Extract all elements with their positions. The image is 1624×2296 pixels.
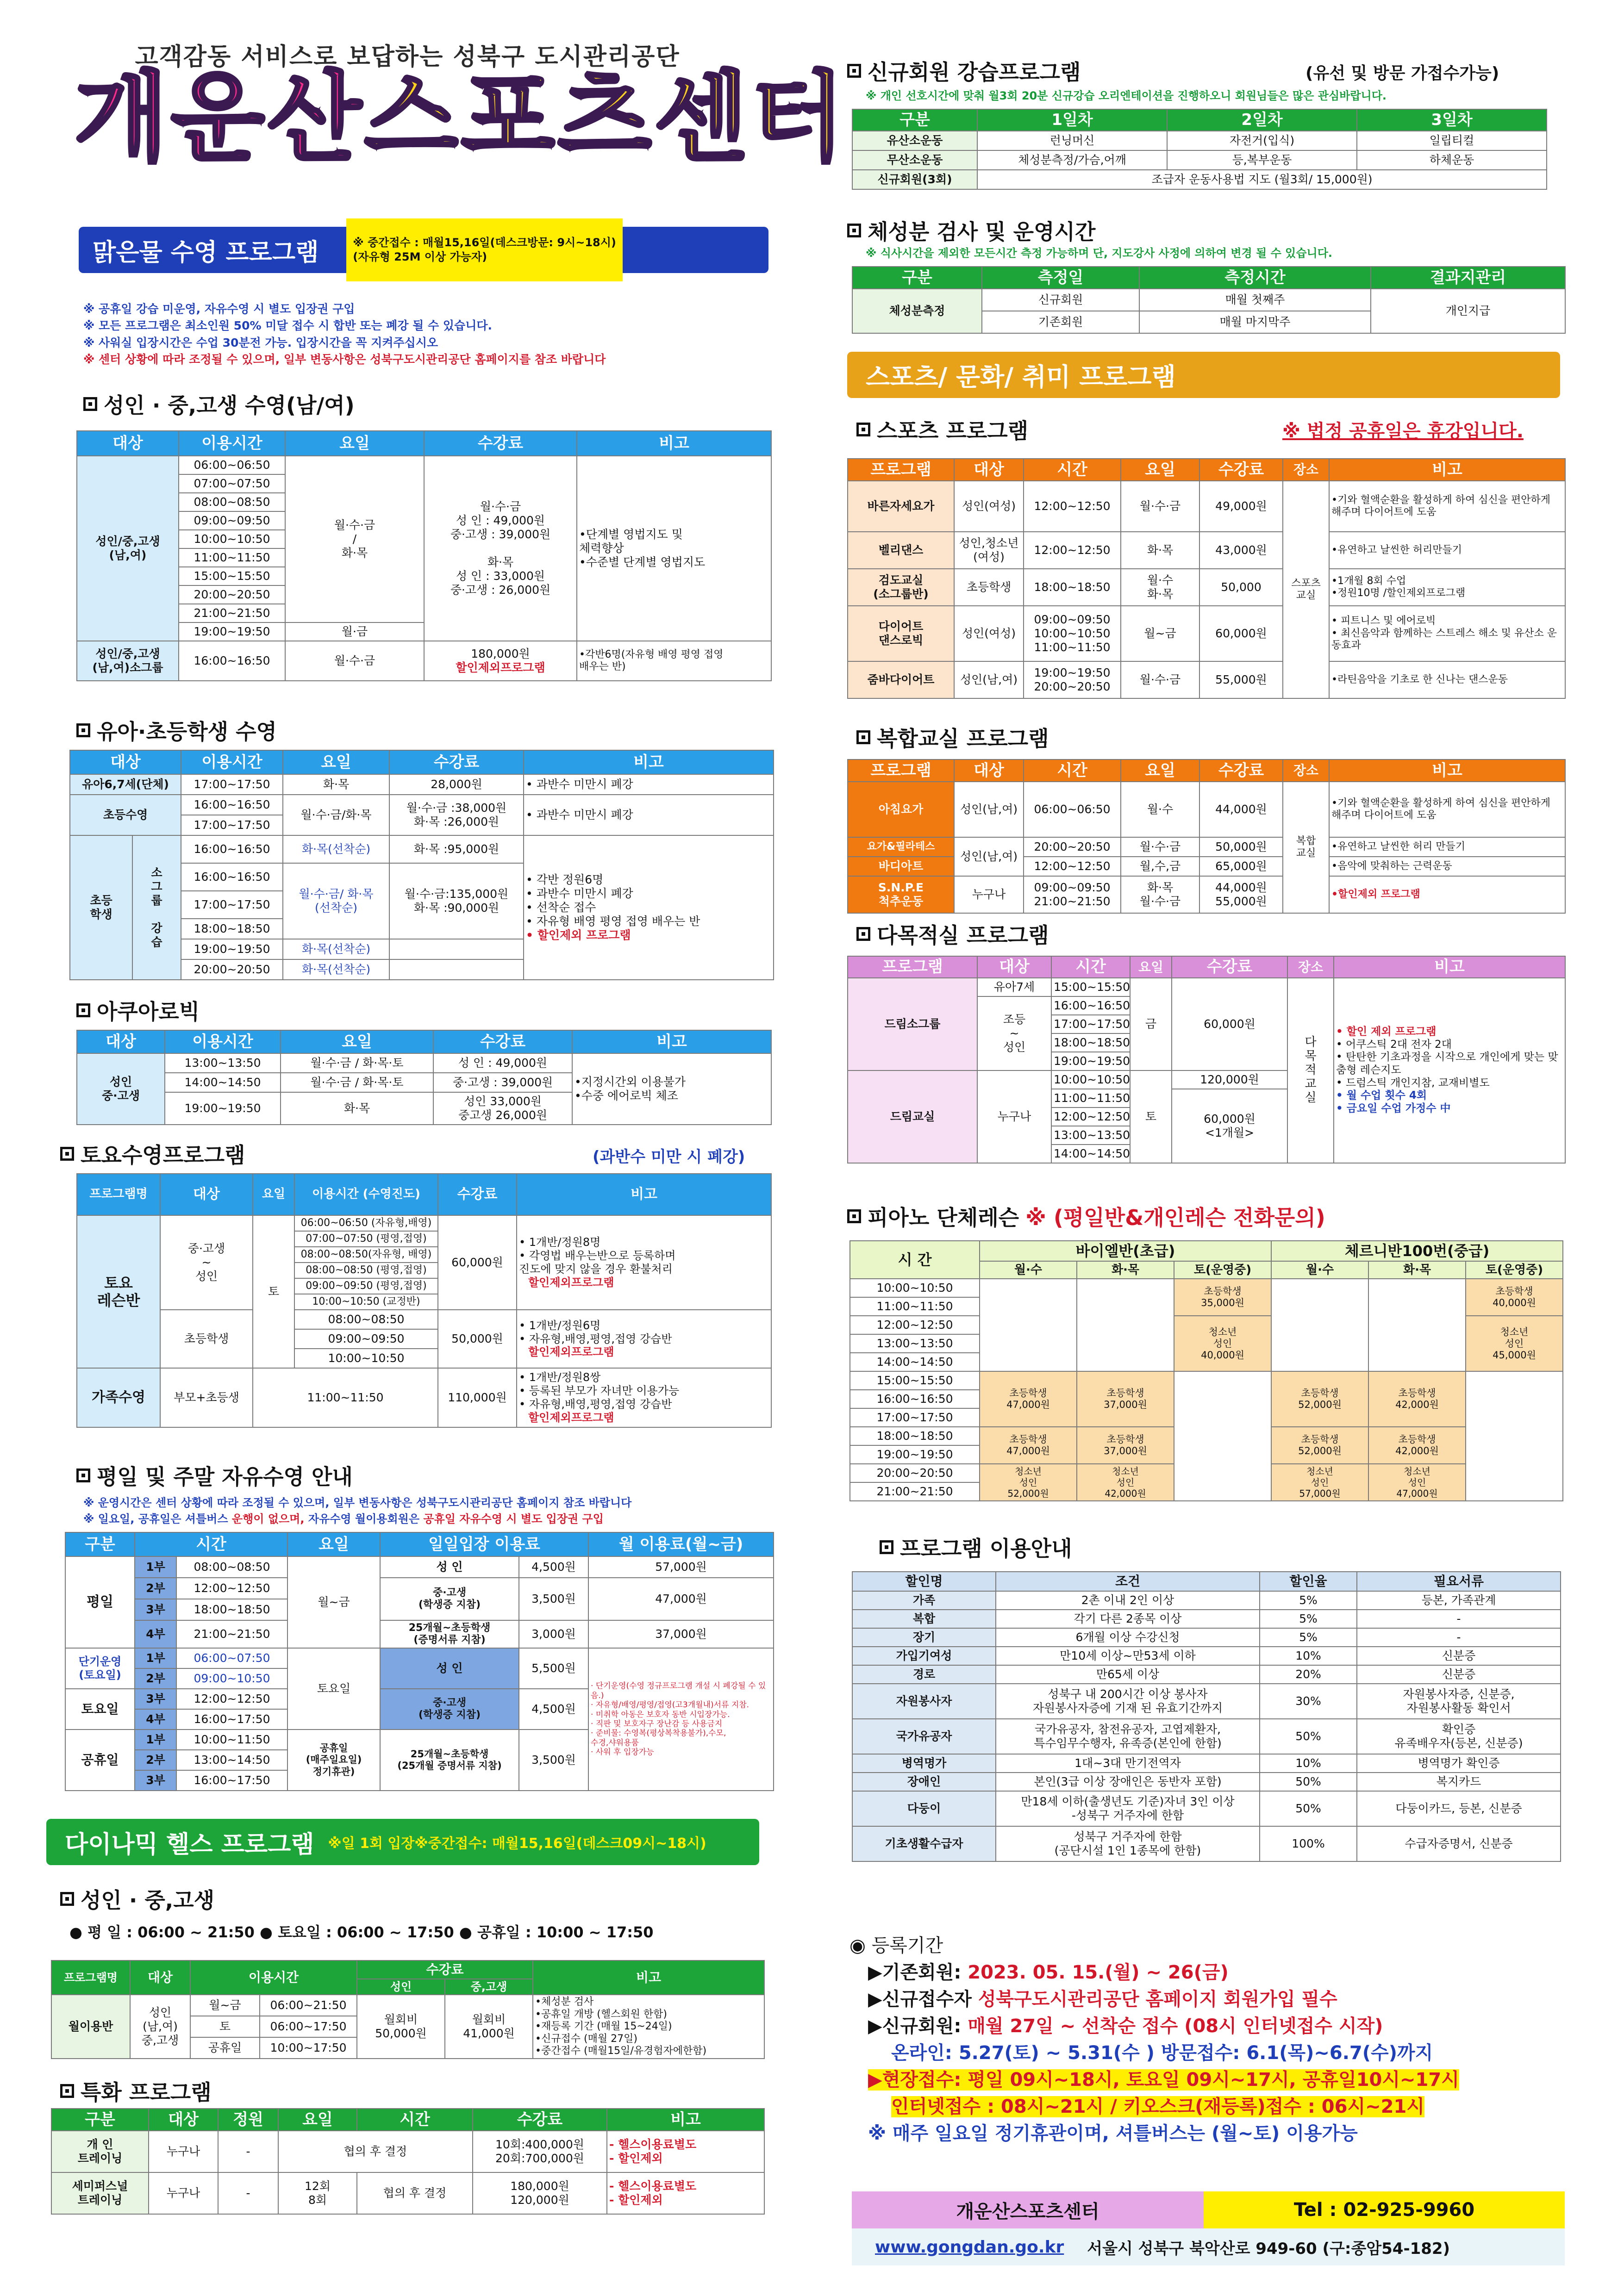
newmem-table: 구분 1일차 2일차 3일차 유산소운동 런닝머신 자전거(입식) 일립티컬 무산소운동 체성분측정/가슴,어깨 등,복부운동 하체운동 신규회원(3회) 조급자 운동사용법 지도 (월3회/ 15,000원)	[852, 109, 1547, 190]
newmem-heading-note: (유선 및 방문 가접수가능)	[1305, 64, 1499, 83]
body-comp-note: ※ 식사시간을 제외한 모든시간 측정 가능하며 단, 지도강사 사정에 의하여 변경 될 수 있습니다.	[866, 247, 1332, 260]
gym-table: 프로그램명 대상 이용시간 수강료 비고 성인 중,고생 월이용반 성인 (남,여) 중,고생 월~금 06:00~21:50 월회비 50,000원 월회비 41,000원 •체성분 검사 •공휴일 개방 (헬스회원 한함) •재등록 기간 (매월 15~24일) •신규접수 (매월 27일) •중간접수 (매월15일/유경험자에한함) 토 06:00~17:50 공휴일 10:00~17:50	[51, 1960, 765, 2059]
multipurpose-table: 프로그램 대상 시간 요일 수강료 장소 비고 드림소그룹 유아7세 15:00~15:50 금 60,000원 다 목 적 교 실 • 할인 제외 프로그램 • 어쿠스틱 2대 전자 2대 • 탄탄한 기초과정을 시작으로 개인에게 맞는 맞춤형 레슨지도 • 드럼스틱 개인지참, 교재비별도 • 월 수업 횟수 4회 • 금요일 수업 가정수 中 조등 ~ 성인 16:00~16:50 17:00~17:50 18:00~18:50 19:00~19:50 드림교실 누구나 10:00~10:50 토 120,000원 11:00~11:50 60,000원 <1개월> 12:00~12:50 13:00~13:50 14:00~14:50	[847, 956, 1566, 1164]
gym-banner: 다이나믹 헬스 프로그램 ※일 1회 입장※중간접수: 매월15,16일(데스크09시~18시)	[46, 1819, 759, 1865]
gym-hours: ● 평 일 : 06:00 ~ 21:50 ● 토요일 : 06:00 ~ 17:50 ● 공휴일 : 10:00 ~ 17:50	[69, 1923, 654, 1941]
sports-holiday-note: ※ 법정 공휴일은 휴강입니다.	[1282, 421, 1524, 442]
free-swim-heading: 평일 및 주말 자유수영 안내	[76, 1460, 353, 1491]
aqua-heading: 아쿠아로빅	[76, 995, 200, 1026]
sports-table: 프로그램 대상 시간 요일 수강료 장소 비고 바른자세요가 성인(여성) 12:00~12:50 월·수·금 49,000원 스포츠 교실 •기와 혈액순환을 활성하게 하여 심신을 편안하게 해주며 다이어트에 도움 벨리댄스 성인,청소년 (여성) 12:00~12:50 화·목 43,000원 •유연하고 날씬한 허리만들기 검도교실 (소그룹반) 초등학생 18:00~18:50 월·수 화·목 50,000 •1개월 8회 수업 •정원10명 /할인제외프로그램 다이어트 댄스로빅 성인(여성) 09:00~09:50 10:00~10:50 11:00~11:50 월~금 60,000원 • 피트니스 및 에어로빅 • 최신음악과 함께하는 스트레스 해소 및 유산소 운동효과 줌바다이어트 성인(남,여) 19:00~19:50 20:00~20:50 월·수·금 55,000원 •라틴음악을 기초로 한 신나는 댄스운동	[847, 458, 1566, 699]
contact-tel: Tel : 02-925-9960	[1204, 2191, 1565, 2228]
center-title: 개운산스포츠센터	[74, 61, 848, 174]
kid-swim-heading: 유아·초등학생 수영	[76, 715, 277, 746]
body-comp-heading: 체성분 검사 및 운영시간	[847, 215, 1095, 246]
multi-table: 프로그램 대상 시간 요일 수강료 장소 비고 아침요가 성인(남,여) 06:00~06:50 월·수 44,000원 복합 교실 •기와 혈액순환을 활성하게 하여 심신을 편안하게 해주며 다이어트에 도움 요가&필라테스 성인(남,여) 20:00~20:50 월·수·금 50,000원 •유연하고 날씬한 허리 만들기 바디아트 12:00~12:50 월,수,금 65,000원 •음악에 맞춰하는 근력운동 S.N.P.E 척추운동 누구나 09:00~09:50 21:00~21:50 화·목 월·수·금 44,000원 55,000원 •할인제외 프로그램	[847, 759, 1566, 914]
guide-table: 할인명 조건 할인율 필요서류 가족 2촌 이내 2인 이상 5% 등본, 가족관계 복합 각기 다른 2종목 이상 5% - 장기 6개월 이상 수강신청 5% - 가입기여성 만10세 이상~만53세 이하 10% 신분증 경로 만65세 이상 20% 신분증 자원봉사자 성북구 내 200시간 이상 봉사자 자원봉사자증에 기재 된 유효기간까지 30% 자원봉사자증, 신분증, 자원봉사활동 확인서 국가유공자 국가유공자, 참전유공자, 고엽제환자, 특수임무수행자, 유족증(본인에 한함) 50% 확인증 유족배우자(등본, 신분증) 병역명가 1대~3대 만기전역자 10% 병역명가 확인증 장애인 본인(3급 이상 장애인은 동반자 포함) 50% 복지카드 다둥이 만18세 이하(출생년도 기준)자녀 3인 이상 -성북구 거주자에 한함 50% 다둥이카드, 등본, 신분증 기초생활수급자 성북구 거주자에 한함 (공단시설 1인 1종목에 한함) 100% 수급자증명서, 신분증	[852, 1571, 1561, 1862]
free-swim-notes: ※ 운영시간은 센터 상황에 따라 조정될 수 있으며, 일부 변동사항은 성북구도시관리공단 홈페이지 참조 바랍니다 ※ 일요일, 공휴일은 셔틀버스 운행이 없으며, 자유수영 월이용회원은 공휴일 자유수영 시 별도 입장권 구입	[83, 1496, 632, 1525]
tagline: 고객감동 서비스로 보답하는 성북구 도시관리공단	[135, 43, 680, 71]
aqua-table: 대상 이용시간 요일 수강료 비고 성인 중·고생 13:00~13:50 월·수·금 / 화·목·토 성 인 : 49,000원 •지정시간외 이용불가 •수중 에어로빅 체조 14:00~14:50 월·수·금 / 화·목·토 중·고생 : 39,000원 19:00~19:50 화·목 성인 33,000원 중고생 26,000원	[76, 1030, 772, 1125]
multi-heading: 복합교실 프로그램	[856, 722, 1049, 753]
sports-heading: 스포츠 프로그램	[856, 414, 1028, 445]
piano-table: 시 간 바이엘반(초급) 체르니반100번(중급) 월·수 화·목 토(운영중) 월·수 화·목 토(운영중) 10:00~10:50 초등학생 35,000원 초등학생 40,000원 11:00~11:50 12:00~12:50 청소년 성인 40,000원 청소년 성인 45,000원 13:00~13:50 14:00~14:50 15:00~15:50 초등학생 47,000원 초등학생 37,000원 초등학생 52,000원 초등학생 42,000원 16:00~16:50 17:00~17:50 18:00~18:50 초등학생 47,000원 초등학생 37,000원 초등학생 52,000원 초등학생 42,000원 19:00~19:50 20:00~20:50 청소년 성인 52,000원 청소년 성인 42,000원 청소년 성인 57,000원 청소년 성인 47,000원 21:00~21:50	[849, 1240, 1563, 1501]
registration: ◉ 등록기간 ▶기존회원: 2023. 05. 15.(월) ~ 26(금) ▶신규접수자 성북구도시관리공단 홈페이지 회원가입 필수 ▶신규회원: 매월 27일 ~ 선착순 접수 (08시 인터넷접수 시작) 온라인: 5.27(토) ~ 5.31(수 ) 방문접수: 6.1(목)~6.7(수)까지 ▶현장접수: 평일 09시~18시, 토요일 09시~17시, 공휴일10시~17시 인터넷접수 : 08시~21시 / 키오스크(재등록)접수 : 06시~21시 ※ 매주 일요일 정기휴관이며, 셔틀버스는 (월~토) 이용가능	[849, 1935, 1459, 2144]
guide-heading: 프로그램 이용안내	[880, 1532, 1072, 1562]
special-table: 구분 대상 정원 요일 시간 수강료 비고 개 인 트레이닝 누구나 - 협의 후 결정 10회:400,000원 20회:700,000원 - 헬스이용료별도 - 할인제외 세미퍼스널 트레이닝 누구나 - 12회 8회 협의 후 결정 180,000원 120,000원 - 헬스이용료별도 - 할인제외	[51, 2108, 765, 2215]
sat-table: 프로그램명 대상 요일 이용시간 (수영진도) 수강료 비고 토요 레슨반 중·고생 ~ 성인 토 06:00~06:50 (자유형,배영) 60,000원 • 1개반/정원8명 • 각영법 배우는반으로 등록하며 진도에 맞지 않을 경우 환불처리 할인제외프로그램 07:00~07:50 (평영,접영) 08:00~08:50(자유형, 배영) 08:00~08:50 (평영,접영) 09:00~09:50 (평영,접영) 10:00~10:50 (교정반) 초등학생 08:00~08:50 50,000원 • 1개반/정원6명 • 자유형,배영,평영,접영 강습반 할인제외프로그램 09:00~09:50 10:00~10:50 가족수영 부모+초등생 11:00~11:50 110,000원 • 1개반/정원8쌍 • 등록된 부모가 자녀만 이용가능 • 자유형,배영,평영,접영 강습반 할인제외프로그램	[76, 1173, 772, 1428]
adult-swim-heading: 성인 · 중,고생 수영(남/여)	[83, 389, 355, 419]
sat-heading-note: (과반수 미만 시 폐강)	[593, 1148, 745, 1166]
sat-heading: 토요수영프로그램	[60, 1139, 245, 1169]
contact-name: 개운산스포츠센터	[852, 2191, 1204, 2228]
newmem-heading: 신규회원 강습프로그램	[847, 56, 1081, 86]
gym-heading: 성인 · 중,고생	[60, 1884, 214, 1914]
newmem-note: ※ 개인 선호시간에 맞춰 월3회 20분 신규강습 오리엔테이션을 진행하오니 회원님들은 많은 관심바랍니다.	[866, 89, 1387, 102]
contact-footer	[852, 2228, 1565, 2265]
piano-heading: 피아노 단체레슨 ※ (평일반&개인레슨 전화문의)	[847, 1201, 1325, 1232]
free-swim-table: 구분 시간 요일 일일입장 이용료 월 이용료(월~금) 평일 1부 08:00~08:50 월~금 성 인 4,500원 57,000원 2부 12:00~12:50 중·고생 (학생증 지참) 3,500원 47,000원 3부 18:00~18:50 4부 21:00~21:50 25개월~초등학생 (증명서류 지참) 3,000원 37,000원 단기운영 (토요일) 1부 06:00~07:50 토요일 성 인 5,500원 · 단기운영(수영 정규프로그램 개설 시 폐강될 수 있음.) · 자유형/배영/평영/접영(고3개월내)서류 지참. · 미취학 아동은 보호자 동반 시입장가능. · 직판 및 보호자구 장난감 등 사용금지 · 준비물: 수영복(평상복착용불가),수모, 수경,샤워용품 · 사워 후 입장가능 2부 09:00~10:50 토요일 3부 12:00~12:50 중·고생 (학생증 지참) 4,500원 4부 16:00~17:50 공휴일 1부 10:00~11:50 공휴일 (매주일요일) 정기휴관) 25개월~초등학생 (25개월 증명서류 지참) 3,500원 2부 13:00~14:50 3부 16:00~17:50	[65, 1532, 774, 1791]
special-heading: 특화 프로그램	[60, 2076, 212, 2106]
swim-notes: ※ 공휴일 강습 미운영, 자유수영 시 별도 입장권 구입 ※ 모든 프로그램은 최소인원 50% 미달 접수 시 합반 또는 폐강 될 수 있습니다. ※ 사워실 입장시간은 수업 30분전 가능. 입장시간을 꼭 지켜주십시오 ※ 센터 상황에 따라 조정될 수 있으며, 일부 변동사항은 성북구도시관리공단 홈페이지를 참조 바랍니다	[83, 302, 606, 366]
sports-banner: 스포츠/ 문화/ 취미 프로그램	[847, 352, 1560, 398]
website-link[interactable]: www.gongdan.go.kr	[875, 2237, 1064, 2257]
kid-swim-table: 대상 이용시간 요일 수강료 비고 유아6,7세(단체) 17:00~17:50 화·목 28,000원 • 과반수 미만시 폐강 초등수영 16:00~16:50 월·수·금/화·목 월·수·금 :38,000원 화·목 :26,000원 • 과반수 미만시 폐강 17:00~17:50 초등 학생 소 그 룹 강 습 16:00~16:50 화·목(선착순) 화·목 :95,000원 • 각반 정원6명 • 과반수 미만시 폐강 • 선착순 접수 • 자유형 배영 평영 접영 배우는 반 • 할인제외 프로그램 16:00~16:50 월·수·금/ 화·목 (선착순) 월·수·금:135,000원 화·목 :90,000원 17:00~17:50 18:00~18:50 19:00~19:50 화·목(선착순) 20:00~20:50 화·목(선착순)	[69, 750, 774, 980]
adult-swim-table: 대상 이용시간 요일 수강료 비고 성인/중,고생 (남,여) 06:00~06:50 월·수·금 / 화·목 월·수·금 성 인 : 49,000원 중·고생 : 39,000원 화·목 성 인 : 33,000원 중·고생 : 26,000원 •단계별 영법지도 및 체력향상 •수준별 단계별 영법지도 07:00~07:50 08:00~08:50 09:00~09:50 10:00~10:50 11:00~11:50 15:00~15:50 20:00~20:50 21:00~21:50 19:00~19:50 월·금 성인/중,고생 (남,여)소그룹 16:00~16:50 월·수·금 180,000원 할인제외프로그램 •각반6명(자유형 배영 평영 접영 배우는 반)	[76, 430, 772, 681]
multipurpose-heading: 다목적실 프로그램	[856, 919, 1049, 949]
body-comp-table: 구분 측정일 측정시간 결과지관리 체성분측정 신규회원 매월 첫째주 개인지급 기존회원 매월 마지막주	[852, 266, 1566, 334]
guide-header-row: 할인명 조건 할인율 필요서류	[852, 1572, 1561, 1591]
address: 서울시 성북구 북악산로 949-60 (구:종암54-182)	[1087, 2239, 1450, 2258]
swim-banner: 맑은물 수영 프로그램 ※ 중간접수 : 매월15,16일(데스크방문: 9시~18시) (자유형 25M 이상 가능자)	[79, 227, 768, 273]
